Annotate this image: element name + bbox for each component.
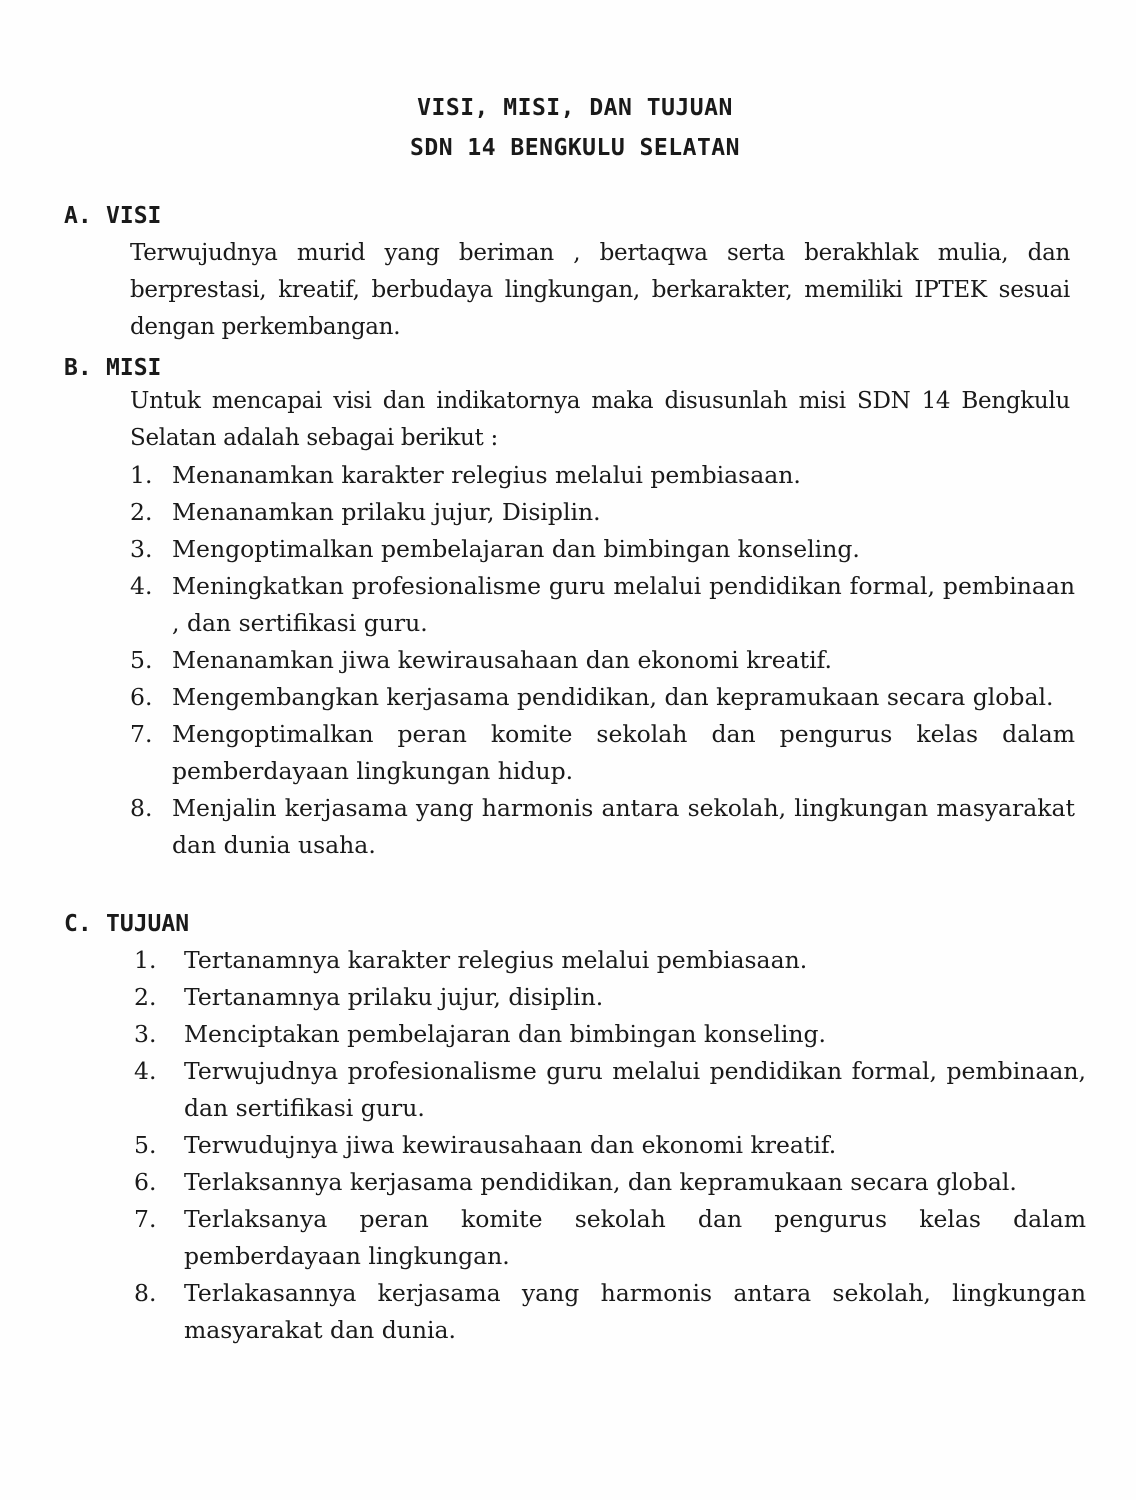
list-item xyxy=(130,457,1075,494)
item-text: Menciptakan pembelajaran dan bimbingan konseling. xyxy=(184,1020,827,1048)
section-letter: B. xyxy=(64,355,92,381)
item-number: 3. xyxy=(134,1020,157,1048)
list-item xyxy=(130,531,1075,568)
misi-intro-text: Untuk mencapai visi dan indikatornya maka disusunlah misi SDN 14 Bengkulu Selatan adalah sebagai berikut : xyxy=(130,388,1070,451)
item-text: Terwudujnya jiwa kewirausahaan dan ekonomi kreatif. xyxy=(184,1131,837,1159)
item-text: Terwujudnya profesionalisme guru melalui pendidikan formal, pembinaan, dan sertifikasi guru. xyxy=(184,1057,1086,1122)
item-number: 8. xyxy=(130,794,153,822)
list-item xyxy=(134,1016,1086,1053)
item-number: 3. xyxy=(130,535,153,563)
item-text: Meningkatkan profesionalisme guru melalui pendidikan formal, pembinaan , dan sertifikasi guru. xyxy=(172,572,1075,637)
item-number: 1. xyxy=(130,461,153,489)
list-item xyxy=(130,679,1075,716)
item-text: Menanamkan jiwa kewirausahaan dan ekonomi kreatif. xyxy=(172,646,832,674)
document-title xyxy=(0,88,1136,168)
list-item xyxy=(134,979,1086,1016)
title-line-1: VISI, MISI, DAN TUJUAN xyxy=(417,95,733,121)
list-item xyxy=(130,568,1075,642)
item-text: Tertanamnya karakter relegius melalui pembiasaan. xyxy=(184,946,808,974)
list-item xyxy=(134,1127,1086,1164)
list-item xyxy=(130,494,1075,531)
list-item xyxy=(130,790,1075,864)
misi-list xyxy=(130,457,1075,864)
list-item xyxy=(134,1164,1086,1201)
section-title: VISI xyxy=(106,203,162,229)
item-text: Menanamkan prilaku jujur, Disiplin. xyxy=(172,498,601,526)
item-number: 4. xyxy=(130,572,153,600)
item-text: Menanamkan karakter relegius melalui pembiasaan. xyxy=(172,461,801,489)
list-item xyxy=(134,942,1086,979)
list-item xyxy=(134,1275,1086,1349)
list-item xyxy=(134,1201,1086,1275)
tujuan-list xyxy=(134,942,1086,1349)
item-text: Tertanamnya prilaku jujur, disiplin. xyxy=(184,983,604,1011)
item-number: 7. xyxy=(130,720,153,748)
item-text: Terlakasannya kerjasama yang harmonis antara sekolah, lingkungan masyarakat dan dunia. xyxy=(184,1279,1086,1344)
list-item xyxy=(130,716,1075,790)
list-item xyxy=(130,642,1075,679)
item-text: Mengoptimalkan peran komite sekolah dan pengurus kelas dalam pemberdayaan lingkungan hidup. xyxy=(172,720,1075,785)
section-letter: A. xyxy=(64,203,92,229)
item-text: Terlaksanya peran komite sekolah dan pengurus kelas dalam pemberdayaan lingkungan. xyxy=(184,1205,1086,1270)
item-number: 7. xyxy=(134,1205,157,1233)
item-number: 5. xyxy=(134,1131,157,1159)
item-text: Menjalin kerjasama yang harmonis antara sekolah, lingkungan masyarakat dan dunia usaha. xyxy=(172,794,1075,859)
item-text: Mengoptimalkan pembelajaran dan bimbingan konseling. xyxy=(172,535,860,563)
item-text: Mengembangkan kerjasama pendidikan, dan kepramukaan secara global. xyxy=(172,683,1054,711)
visi-text: Terwujudnya murid yang beriman , bertaqwa serta berakhlak mulia, dan berprestasi, kreatif, berbudaya lingkungan, berkarakter, memiliki IPTEK sesuai dengan perkembangan. xyxy=(130,240,1070,340)
section-heading-tujuan xyxy=(64,908,189,940)
item-number: 5. xyxy=(130,646,153,674)
title-line-2: SDN 14 BENGKULU SELATAN xyxy=(410,135,740,161)
section-title: TUJUAN xyxy=(106,911,190,937)
item-text: Terlaksannya kerjasama pendidikan, dan kepramukaan secara global. xyxy=(184,1168,1017,1196)
item-number: 2. xyxy=(130,498,153,526)
section-heading-visi xyxy=(64,200,161,232)
item-number: 1. xyxy=(134,946,157,974)
item-number: 2. xyxy=(134,983,157,1011)
section-letter: C. xyxy=(64,911,92,937)
item-number: 6. xyxy=(134,1168,157,1196)
section-title: MISI xyxy=(106,355,162,381)
item-number: 8. xyxy=(134,1279,157,1307)
item-number: 6. xyxy=(130,683,153,711)
section-heading-misi xyxy=(64,352,161,384)
list-item xyxy=(134,1053,1086,1127)
item-number: 4. xyxy=(134,1057,157,1085)
